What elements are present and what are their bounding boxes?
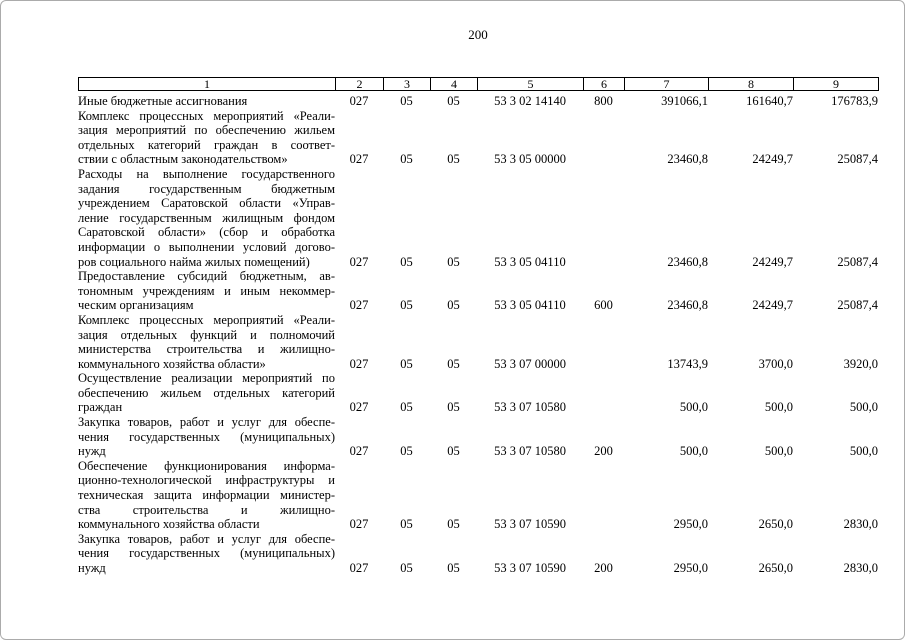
cell-expense-type-code: 200 xyxy=(594,561,613,575)
cell-section-code: 05 xyxy=(400,356,413,371)
row-name-line: информации о выполнении условий догово- xyxy=(78,239,335,254)
cell-subsection-code: 05 xyxy=(447,561,460,575)
row-name-line: Предоставление субсидий бюджетным, ав- xyxy=(78,269,335,284)
cell-amount-year2: 24249,7 xyxy=(752,298,793,313)
cell-target-article-code: 53 3 05 04110 xyxy=(494,298,566,313)
cell-target-article-code: 53 3 07 10580 xyxy=(494,444,566,459)
table-row xyxy=(78,94,878,109)
row-name-cell xyxy=(78,313,335,371)
cell-expense-type-code: 600 xyxy=(594,298,613,313)
cell-section-code: 05 xyxy=(400,94,413,108)
cell-amount-year1: 23460,8 xyxy=(667,152,708,167)
cell-amount-year2: 161640,7 xyxy=(746,94,793,108)
row-name-cell xyxy=(78,459,335,532)
cell-amount-year2: 24249,7 xyxy=(752,152,793,167)
row-name-line: Расходы на выполнение государственного xyxy=(78,166,335,181)
row-name-line: министерства строительства и жилищно- xyxy=(78,342,335,357)
cell-grbs-code: 027 xyxy=(349,94,369,108)
cell-amount-year3: 2830,0 xyxy=(843,561,878,575)
cell-subsection-code: 05 xyxy=(447,94,460,108)
row-name-line: Саратовской области» (сбор и обработка xyxy=(78,225,335,240)
cell-section-code: 05 xyxy=(400,400,413,415)
row-name-line: Закупка товаров, работ и услуг для обеспе- xyxy=(78,531,335,546)
budget-table-header xyxy=(78,77,879,91)
row-name-line: обеспечению жильем отдельных категорий xyxy=(78,385,335,400)
row-name-line: чения государственных (муниципальных) xyxy=(78,429,335,444)
cell-target-article-code: 53 3 07 10590 xyxy=(494,517,566,532)
cell-grbs-code: 027 xyxy=(349,444,369,459)
cell-expense-type-code xyxy=(583,371,624,415)
column-header-3: 3 xyxy=(384,78,431,91)
table-row xyxy=(78,269,878,313)
cell-amount-year1: 500,0 xyxy=(679,400,708,415)
column-number-row xyxy=(79,78,879,91)
cell-amount-year3: 176783,9 xyxy=(831,94,878,108)
row-name-line: техническая защита информации министер- xyxy=(78,488,335,503)
table-row xyxy=(78,459,878,532)
cell-expense-type-code: 200 xyxy=(594,444,613,459)
cell-section-code: 05 xyxy=(400,444,413,459)
cell-subsection-code: 05 xyxy=(447,254,460,269)
cell-amount-year1: 2950,0 xyxy=(673,517,708,532)
cell-section-code: 05 xyxy=(400,561,413,575)
row-name-line: ционно-технологической инфраструктуры и xyxy=(78,473,335,488)
cell-grbs-code: 027 xyxy=(349,561,369,575)
row-name-line: отдельных категорий граждан в соответ- xyxy=(78,137,335,152)
row-name-line: учреждением Саратовской области «Управ- xyxy=(78,196,335,211)
row-name-line: Комплекс процессных мероприятий «Реали- xyxy=(78,312,335,327)
cell-subsection-code: 05 xyxy=(447,400,460,415)
cell-amount-year1: 500,0 xyxy=(679,444,708,459)
row-name-line: зация отдельных функций и полномочий xyxy=(78,327,335,342)
cell-amount-year1: 23460,8 xyxy=(667,298,708,313)
row-name-line: ства строительства и жилищно- xyxy=(78,502,335,517)
table-row xyxy=(78,167,878,269)
cell-expense-type-code xyxy=(583,109,624,167)
cell-amount-year3: 3920,0 xyxy=(843,356,878,371)
cell-amount-year2: 3700,0 xyxy=(758,356,793,371)
cell-amount-year2: 500,0 xyxy=(764,444,793,459)
cell-subsection-code: 05 xyxy=(447,444,460,459)
budget-rows xyxy=(78,94,878,576)
cell-target-article-code: 53 3 05 04110 xyxy=(494,254,566,269)
row-name-line: Закупка товаров, работ и услуг для обеспе- xyxy=(78,415,335,430)
cell-grbs-code: 027 xyxy=(349,356,369,371)
budget-table-body xyxy=(78,94,878,576)
column-header-5: 5 xyxy=(478,78,584,91)
cell-expense-type-code xyxy=(583,459,624,532)
cell-grbs-code: 027 xyxy=(349,400,369,415)
table-row xyxy=(78,532,878,576)
cell-target-article-code: 53 3 02 14140 xyxy=(494,94,566,108)
column-header-2: 2 xyxy=(336,78,384,91)
cell-subsection-code: 05 xyxy=(447,356,460,371)
page-number: 200 xyxy=(468,27,488,42)
row-name-line: Осуществление реализации мероприятий по xyxy=(78,371,335,386)
cell-subsection-code: 05 xyxy=(447,152,460,167)
cell-grbs-code: 027 xyxy=(349,254,369,269)
cell-amount-year2: 500,0 xyxy=(764,400,793,415)
cell-amount-year3: 25087,4 xyxy=(837,254,878,269)
cell-target-article-code: 53 3 07 10580 xyxy=(494,400,566,415)
row-name-line: Комплекс процессных мероприятий «Реали- xyxy=(78,108,335,123)
row-name-line: задания государственным бюджетным xyxy=(78,181,335,196)
row-name-line: ствии с областным законодательством» xyxy=(78,152,288,167)
row-name-cell xyxy=(78,269,335,313)
row-name-line: тономным учреждениям и иным некоммер- xyxy=(78,283,335,298)
cell-amount-year1: 391066,1 xyxy=(661,94,708,108)
row-name-line: ров социального найма жилых помещений) xyxy=(78,254,310,269)
cell-grbs-code: 027 xyxy=(349,152,369,167)
cell-amount-year3: 500,0 xyxy=(849,400,878,415)
row-name-cell xyxy=(78,415,335,459)
row-name-line: коммунального хозяйства области» xyxy=(78,356,266,371)
table-row xyxy=(78,313,878,371)
cell-amount-year3: 2830,0 xyxy=(843,517,878,532)
cell-amount-year2: 2650,0 xyxy=(758,517,793,532)
row-name-cell xyxy=(78,532,335,576)
cell-amount-year1: 13743,9 xyxy=(667,356,708,371)
cell-amount-year3: 500,0 xyxy=(849,444,878,459)
cell-target-article-code: 53 3 07 00000 xyxy=(494,356,566,371)
cell-grbs-code: 027 xyxy=(349,517,369,532)
column-header-4: 4 xyxy=(431,78,478,91)
row-name-line: Обеспечение функционирования информа- xyxy=(78,458,335,473)
cell-section-code: 05 xyxy=(400,152,413,167)
table-row xyxy=(78,109,878,167)
column-header-8: 8 xyxy=(709,78,794,91)
cell-section-code: 05 xyxy=(400,517,413,532)
column-header-9: 9 xyxy=(794,78,879,91)
cell-amount-year3: 25087,4 xyxy=(837,298,878,313)
row-name-line: коммунального хозяйства области xyxy=(78,517,260,532)
row-name-cell xyxy=(78,371,335,415)
row-name-line: ческим организациям xyxy=(78,298,194,313)
cell-expense-type-code xyxy=(583,167,624,269)
column-header-7: 7 xyxy=(625,78,709,91)
cell-target-article-code: 53 3 05 00000 xyxy=(494,152,566,167)
cell-expense-type-code xyxy=(583,313,624,371)
row-name-line: ление государственным жилищным фондом xyxy=(78,210,335,225)
row-name-line: граждан xyxy=(78,400,123,415)
row-name-line: чения государственных (муниципальных) xyxy=(78,546,335,561)
column-header-6: 6 xyxy=(584,78,625,91)
cell-section-code: 05 xyxy=(400,298,413,313)
cell-amount-year2: 2650,0 xyxy=(758,561,793,575)
cell-subsection-code: 05 xyxy=(447,517,460,532)
cell-amount-year3: 25087,4 xyxy=(837,152,878,167)
table-row xyxy=(78,415,878,459)
row-name-line: Иные бюджетные ассигнования xyxy=(78,94,248,108)
row-name-cell xyxy=(78,94,335,109)
row-name-cell xyxy=(78,167,335,269)
cell-expense-type-code: 800 xyxy=(594,94,613,108)
row-name-cell xyxy=(78,109,335,167)
table-row xyxy=(78,371,878,415)
cell-amount-year1: 23460,8 xyxy=(667,254,708,269)
cell-amount-year1: 2950,0 xyxy=(673,561,708,575)
cell-amount-year2: 24249,7 xyxy=(752,254,793,269)
cell-section-code: 05 xyxy=(400,254,413,269)
cell-grbs-code: 027 xyxy=(349,298,369,313)
row-name-line: зация мероприятий по обеспечению жильем xyxy=(78,123,335,138)
cell-subsection-code: 05 xyxy=(447,298,460,313)
row-name-line: нужд xyxy=(78,444,106,459)
column-header-1: 1 xyxy=(79,78,336,91)
cell-target-article-code: 53 3 07 10590 xyxy=(494,561,566,575)
row-name-line: нужд xyxy=(78,561,106,575)
